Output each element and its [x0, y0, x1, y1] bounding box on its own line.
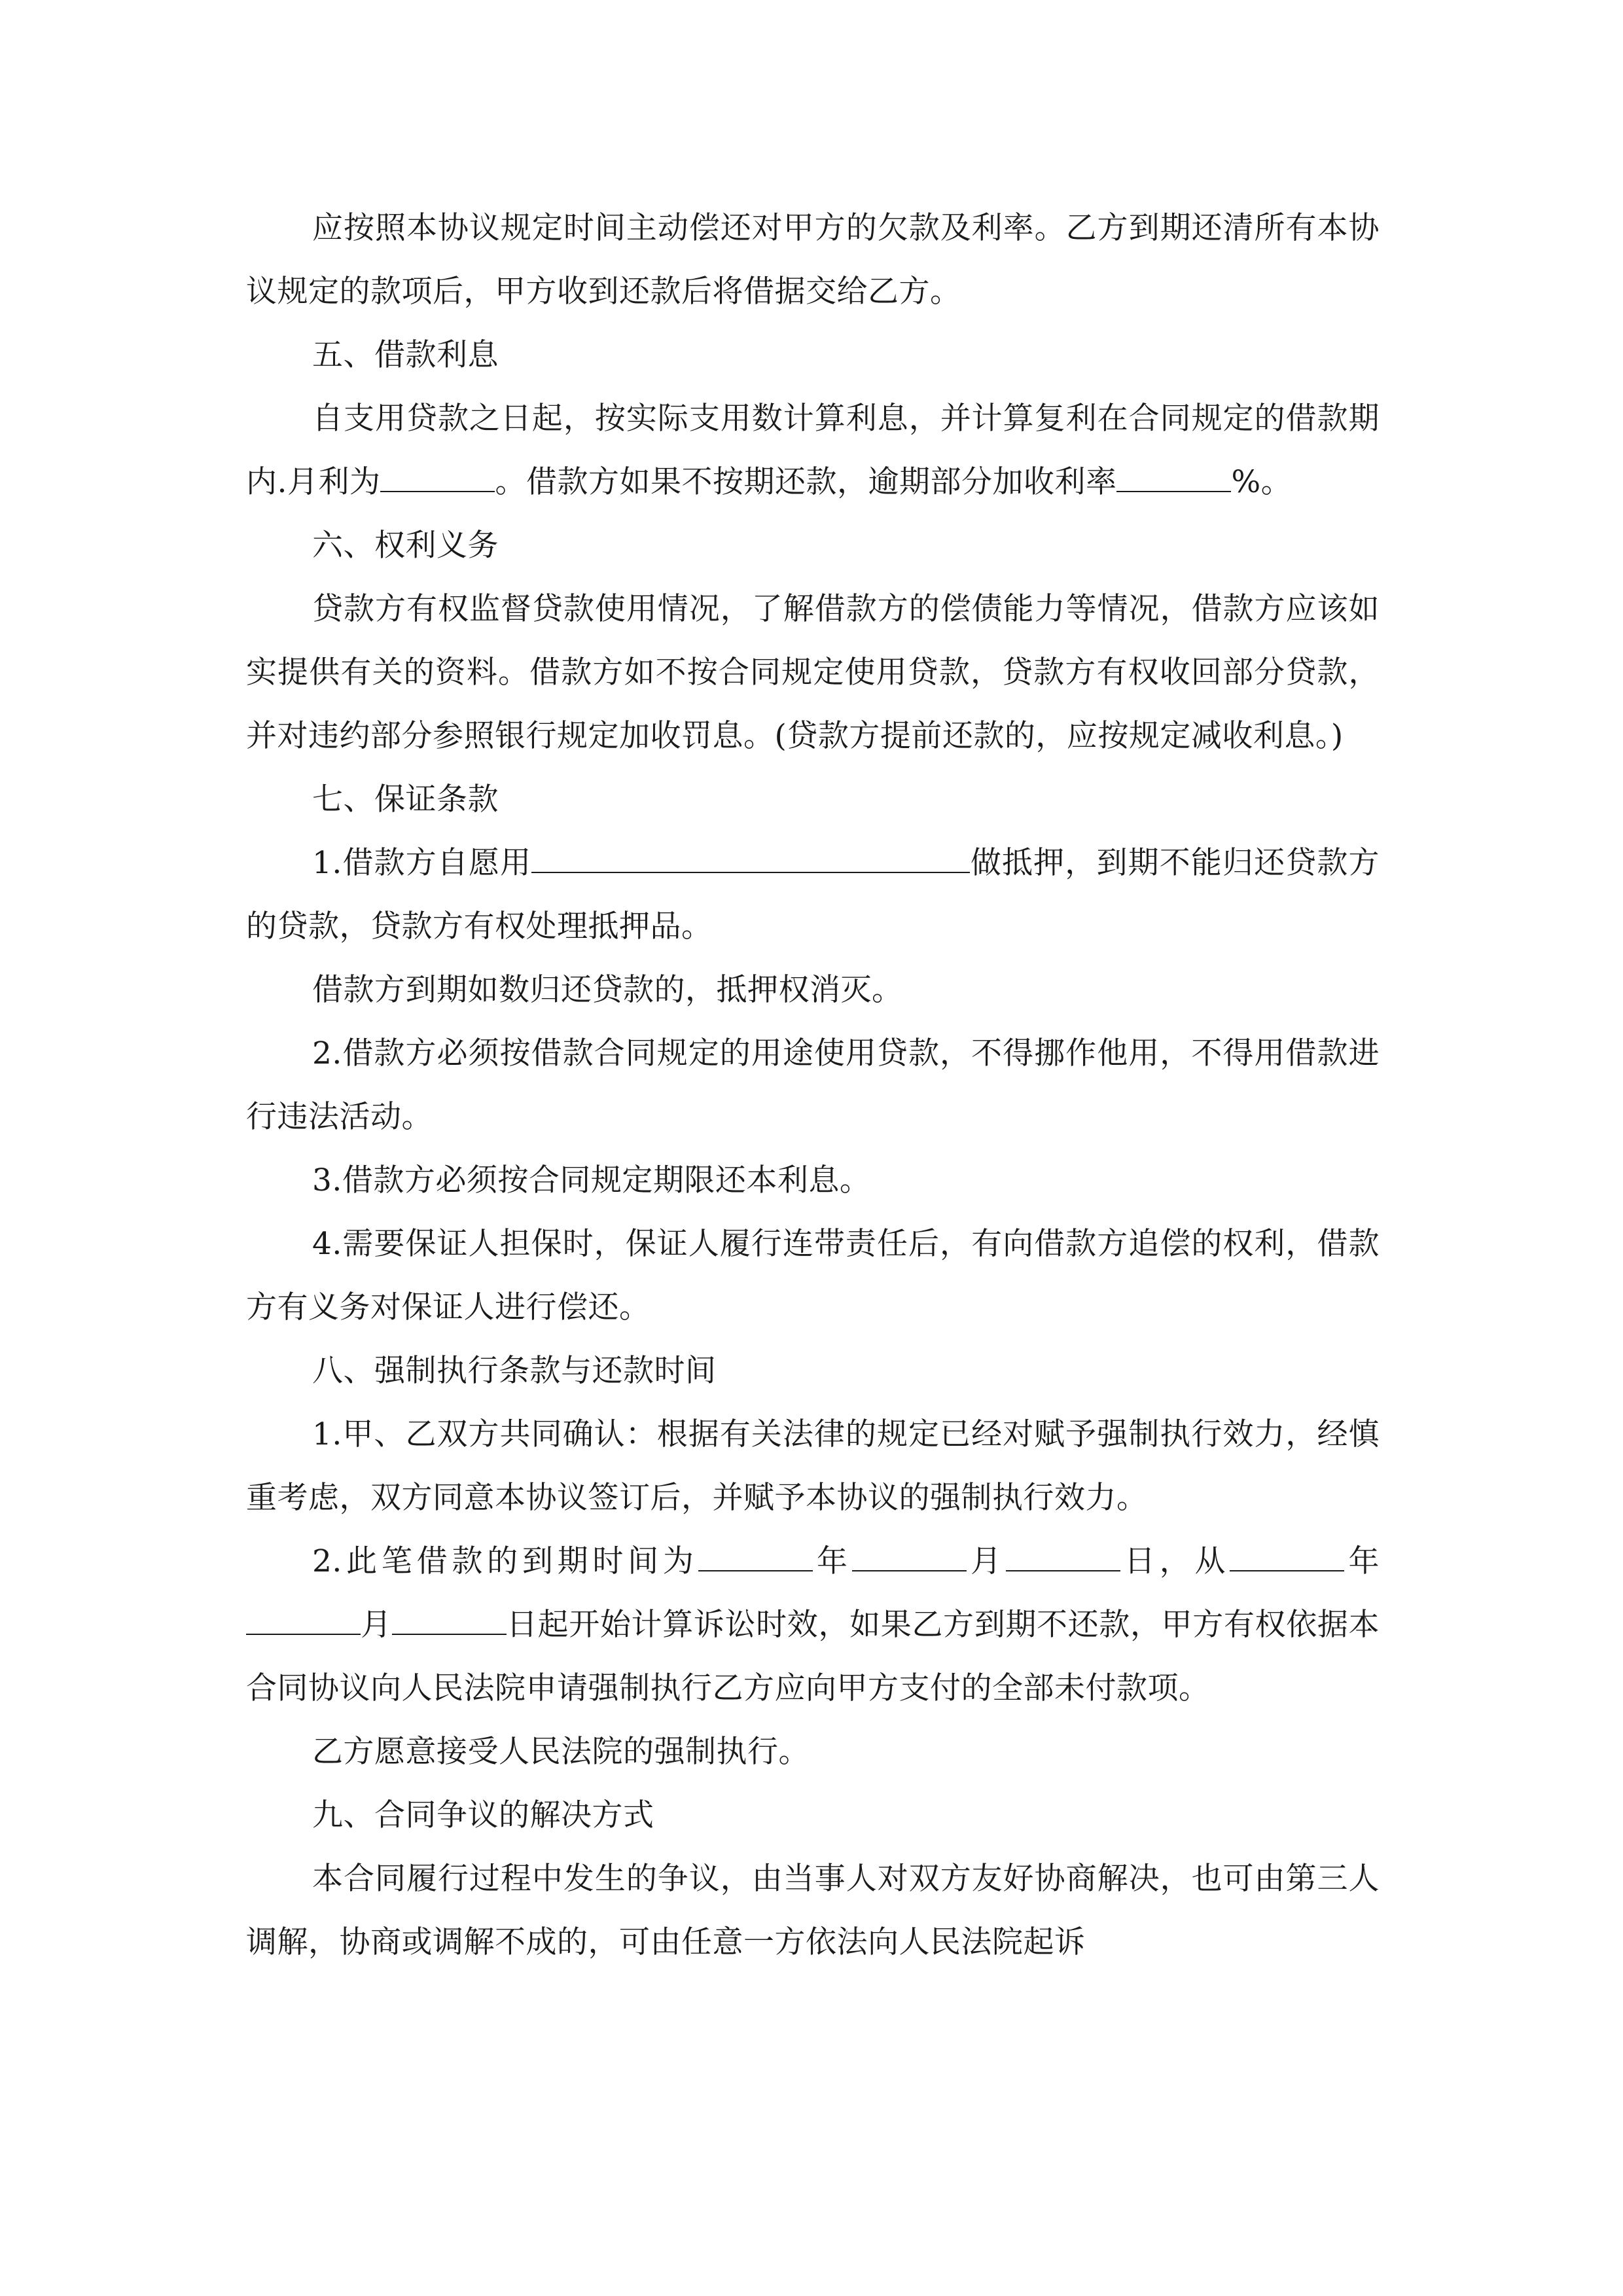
paragraph-guarantee-3: 3.借款方必须按合同规定期限还本利息。: [312, 1162, 871, 1198]
paragraph-enforcement-2: 2.此笔借款的到期时间为 年 月 日，从 年月 日起开始计算诉讼时效，如果乙方到期不还款，甲方有权依据本合同协议向人民法院申请强制执行乙方应向甲方支付的全部未付款项。: [246, 1543, 1380, 1706]
blank-monthly-rate[interactable]: [380, 463, 495, 492]
paragraph-enforcement-1: 1.甲、乙双方共同确认：根据有关法律的规定已经对赋予强制执行效力，经慎重考虑，双方同意本协议签订后，并赋予本协议的强制执行效力。: [246, 1416, 1380, 1516]
blank-overdue-rate[interactable]: [1116, 463, 1231, 492]
heading-enforcement: 八、强制执行条款与还款时间: [312, 1353, 717, 1389]
paragraph-repayment: 应按照本协议规定时间主动偿还对甲方的欠款及利率。乙方到期还清所有本协议规定的款项后，甲方收到还款后将借据交给乙方。: [246, 210, 1380, 310]
paragraph-guarantee-2: 2.借款方必须按借款合同规定的用途使用贷款，不得挪作他用，不得用借款进行违法活动。: [246, 1035, 1380, 1135]
paragraph-guarantee-1: 1.借款方自愿用 做抵押，到期不能归还贷款方的贷款，贷款方有权处理抵押品。: [246, 845, 1380, 944]
blank-start-month[interactable]: [246, 1606, 361, 1635]
blank-start-year[interactable]: [1230, 1543, 1344, 1571]
paragraph-rights-obligations: 贷款方有权监督贷款使用情况，了解借款方的偿债能力等情况，借款方应该如实提供有关的资料。借款方如不按合同规定使用贷款，贷款方有权收回部分贷款，并对违约部分参照银行规定加收罚息。(贷款方提前还款的，应按规定减收利息。): [246, 591, 1380, 754]
document-page: [246, 196, 1380, 1974]
blank-start-day[interactable]: [392, 1606, 507, 1635]
blank-due-year[interactable]: [698, 1543, 813, 1571]
heading-guarantee: 七、保证条款: [312, 781, 499, 817]
heading-dispute-resolution: 九、合同争议的解决方式: [312, 1797, 654, 1833]
heading-interest: 五、借款利息: [312, 337, 499, 373]
paragraph-guarantee-mortgage-extinguished: 借款方到期如数归还贷款的，抵押权消灭。: [312, 972, 903, 1008]
paragraph-guarantee-4: 4.需要保证人担保时，保证人履行连带责任后，有向借款方追偿的权利，借款方有义务对保证人进行偿还。: [246, 1226, 1380, 1325]
paragraph-interest: 自支用贷款之日起，按实际支用数计算利息，并计算复利在合同规定的借款期内.月利为 。借款方如果不按期还款，逾期部分加收利率 %。: [246, 401, 1380, 500]
paragraph-enforcement-accept: 乙方愿意接受人民法院的强制执行。: [312, 1734, 810, 1770]
blank-due-month[interactable]: [852, 1543, 967, 1571]
paragraph-dispute-resolution: 本合同履行过程中发生的争议，由当事人对双方友好协商解决，也可由第三人调解，协商或调解不成的，可由任意一方依法向人民法院起诉: [246, 1861, 1380, 1960]
blank-due-day[interactable]: [1006, 1543, 1120, 1571]
heading-rights-obligations: 六、权利义务: [312, 528, 499, 564]
blank-collateral[interactable]: [531, 844, 970, 873]
